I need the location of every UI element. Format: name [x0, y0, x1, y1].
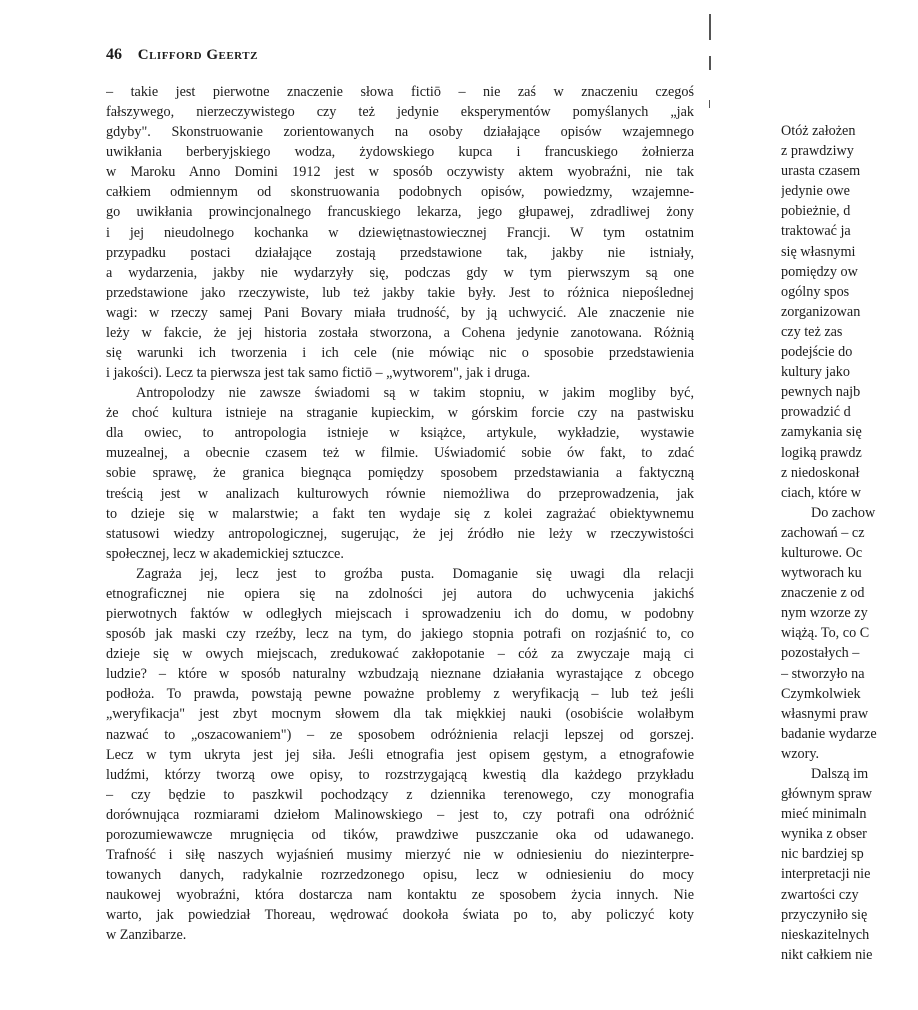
facing-page-line: zachowań – cz	[781, 524, 865, 541]
text-line: Trafność i siłę naszych wyjaśnień musimy mierzyć nie w odniesieniu do niezinterpre-	[106, 846, 694, 863]
text-line: leży w fakcie, że jej historia została stworzona, a Cohena jedynie zanotowana. Różnią	[106, 324, 694, 341]
text-line: statusowi wiedzy antropologicznej, sugerując, że jej źródło nie leży w rzeczywistości	[106, 525, 694, 542]
facing-page-line: nym wzorze zy	[781, 605, 868, 622]
facing-page-line: – stworzyło na	[781, 665, 865, 682]
text-line: Antropolodzy nie zawsze świadomi są w takim stopniu, w jakim mogliby być,	[136, 385, 694, 402]
text-line: i jej nieudolnego kochanka w dziewiętnastowiecznej Francji. W tym ostatnim	[106, 224, 694, 241]
text-line: etnograficznej nie opiera się na zdolności jej autora do uchwycenia jakichś	[106, 585, 694, 602]
running-header	[106, 46, 258, 64]
facing-page-line: pomiędzy ow	[781, 263, 858, 280]
facing-page-line: wytworach ku	[781, 565, 862, 582]
main-text-column	[106, 82, 694, 945]
text-line: a wydarzenia, jakby nie wydarzyły się, podczas gdy w tym pierwszym są one	[106, 264, 694, 281]
facing-page-line: pewnych najb	[781, 384, 861, 401]
facing-page-line: wzory.	[781, 745, 820, 762]
facing-page-line: kulturowe. Oc	[781, 544, 863, 561]
facing-page-line: kultury jako	[781, 364, 850, 381]
text-line: ludźmi, którzy tworzą owe opisy, to rozstrzygającą kwestią dla każdego przykładu	[106, 766, 694, 783]
facing-page-line: zwartości czy	[781, 886, 859, 903]
facing-page-line: logiką prawdz	[781, 444, 862, 461]
gutter-mark	[709, 14, 711, 40]
text-line: – takie jest pierwotne znaczenie słowa fictiō – nie zaś w znaczeniu czegoś	[106, 84, 694, 100]
text-line: to dzieje się w malarstwie; a fakt ten wydaje się z kolei zagrażać obiektywnemu	[106, 505, 694, 522]
text-line: fałszywego, nierzeczywistego czy też jedynie eksperymentów pomyślanych „jak	[106, 104, 694, 121]
facing-page-line: się własnymi	[781, 243, 856, 260]
text-line: że choć kultura istnieje na straganie kupieckim, w górskim forcie czy na pastwisku	[106, 405, 694, 422]
text-line: Zagraża jej, lecz jest to groźba pusta. Domaganie się uwagi dla relacji	[136, 565, 694, 582]
facing-page-line: jedynie owe	[781, 183, 850, 200]
facing-page-line: traktować ja	[781, 223, 851, 240]
text-line: w Zanzibarze.	[106, 927, 187, 944]
text-line: dzieje się w owych miejscach, zredukować zakłopotanie – cóż za zwyczaje mają ci	[106, 646, 694, 663]
text-line: nazwać to „oszacowaniem") – ze sposobem odróżnienia relacji lepszej od gorszej.	[106, 726, 694, 743]
text-line: „weryfikacja" jest zbyt mocnym słowem dla tak miękkiej nauki (osobiście wolałbym	[106, 706, 694, 723]
text-line: pierwotnych faktów w odległych miejscach i sprowadzeniu ich do domu, w podobny	[106, 606, 694, 623]
facing-page-line: ogólny spos	[781, 283, 850, 300]
facing-page-line: Dalszą im	[811, 766, 869, 782]
text-line: i jakości). Lecz ta pierwsza jest tak samo fictiō – „wytworem", jak i druga.	[106, 365, 531, 382]
text-line: sposób jak maski czy rzeźby, lecz na tym, do jakiego stopnia potrafi on rozjaśnić to, co	[106, 626, 694, 643]
text-line: sobie sprawę, że granica biegnąca pomiędzy sposobem przedstawiania a faktyczną	[106, 465, 694, 482]
facing-page-line: urasta czasem	[781, 163, 861, 180]
text-line: warto, jak powiedział Thoreau, wędrować dookoła świata po to, aby policzyć koty	[106, 907, 694, 924]
text-line: przypadku postaci działające zostają przedstawione tak, jakby nie istniały,	[106, 244, 694, 261]
facing-page-column	[781, 121, 918, 965]
facing-page-line: nikt całkiem nie	[781, 946, 873, 963]
text-line: dorównująca rozmiarami dziełom Malinowskiego – jest to, czy potrafi ona odróżnić	[106, 806, 694, 823]
facing-page-line: z niedoskonał	[781, 464, 860, 481]
facing-page-line: czy też zas	[781, 323, 843, 340]
text-line: Lecz w tym ukryta jest jej siła. Jeśli etnografia jest opisem gęstym, a etnografowie	[106, 746, 694, 763]
text-line: całkiem odmiennym od skonstruowania podobnych opisów, powiedzmy, wzajemne-	[106, 184, 694, 201]
facing-page-line: głównym spraw	[781, 786, 873, 803]
text-line: się warunki ich tworzenia i ich cele (nie mówiąc nic o sposobie przedstawienia	[106, 345, 694, 362]
text-line: muzealnej, a obecnie czasem też w filmie. Uświadomić sobie ów fakt, to zdać	[106, 445, 694, 462]
facing-page-line: wynika z obser	[781, 826, 867, 843]
facing-page-line: przyczyniło się	[781, 906, 868, 923]
facing-page-line: Do zachow	[811, 504, 876, 521]
facing-page-line: prowadzić d	[781, 404, 851, 421]
facing-page-line: wiążą. To, co C	[781, 625, 870, 642]
facing-page-line: ciach, które w	[781, 484, 861, 501]
text-line: ludzie? – które w sposób naturalny wzbudzają nieznane działania wyrastające z obcego	[106, 666, 694, 683]
facing-page-line: z prawdziwy	[781, 143, 854, 160]
text-line: wagi: w rzeczy samej Pani Bovary miała trudność, by ją uchwycić. Ale znaczenie nie	[106, 304, 694, 321]
facing-page-line: mieć minimaln	[781, 806, 867, 823]
facing-page-line: własnymi praw	[781, 705, 869, 722]
text-line: gdyby". Skonstruowanie zorientowanych na osoby działające opisów wzajemnego	[106, 124, 694, 141]
facing-page-line: nieskazitelnych	[781, 926, 870, 943]
facing-page-line: zamykania się	[781, 424, 862, 441]
text-line: naukowej wyobraźni, która dostarcza nam kontaktu ze sposobem życia innych. Nie	[106, 887, 694, 904]
facing-page-line: zorganizowan	[781, 303, 861, 320]
text-line: społecznej, lecz w akademickiej sztuczce.	[106, 545, 344, 562]
facing-page-line: Otóż założen	[781, 123, 856, 139]
facing-page-line: podejście do	[781, 344, 853, 361]
facing-page-line: interpretacji nie	[781, 866, 871, 883]
facing-page-line: badanie wydarze	[781, 725, 877, 742]
facing-page-line: pobieżnie, d	[781, 203, 851, 220]
facing-page-line: znaczenie z od	[781, 585, 865, 602]
text-line: treścią jest w analizach kulturowych równie niemożliwa do przeprowadzenia, jak	[106, 485, 694, 502]
text-line: dla owiec, to antropologia istnieje w książce, artykule, wykładzie, wystawie	[106, 425, 694, 442]
gutter-mark	[709, 100, 710, 108]
text-line: przedstawione jako rzeczywiste, lub też jakby takie były. Jest to różnica niepoślednej	[106, 284, 694, 301]
text-line: towanych danych, radykalnie rozrzedzonego opisu, lecz w odniesieniu do mocy	[106, 867, 694, 884]
text-line: uwikłania berberyjskiego wodza, żydowskiego kupca i francuskiego żołnierza	[106, 144, 694, 161]
text-line: – czy będzie to paszkwil pochodzący z dziennika terenowego, czy monografia	[106, 786, 694, 803]
text-line: w Maroku Anno Domini 1912 jest w sposób oczywisty aktem wyobraźni, nie tak	[106, 164, 694, 181]
facing-page-line: Czymkolwiek	[781, 685, 861, 702]
facing-page-line: pozostałych –	[781, 645, 860, 662]
text-line: podłoża. To prawda, powstają pewne poważne problemy z weryfikacją – lub też jeśli	[106, 686, 694, 703]
text-line: go uwikłania prowincjonalnego francuskiego lekarza, jego głupawej, zdradliwej żony	[106, 204, 694, 221]
page-number: 46	[106, 46, 122, 63]
facing-page-line: nic bardziej sp	[781, 846, 864, 863]
gutter-mark	[709, 56, 711, 70]
running-head-author: Clifford Geertz	[137, 47, 258, 63]
text-line: porozumiewawcze mrugnięcia od tików, prawdziwe puszczanie oka od udawanego.	[106, 826, 694, 843]
